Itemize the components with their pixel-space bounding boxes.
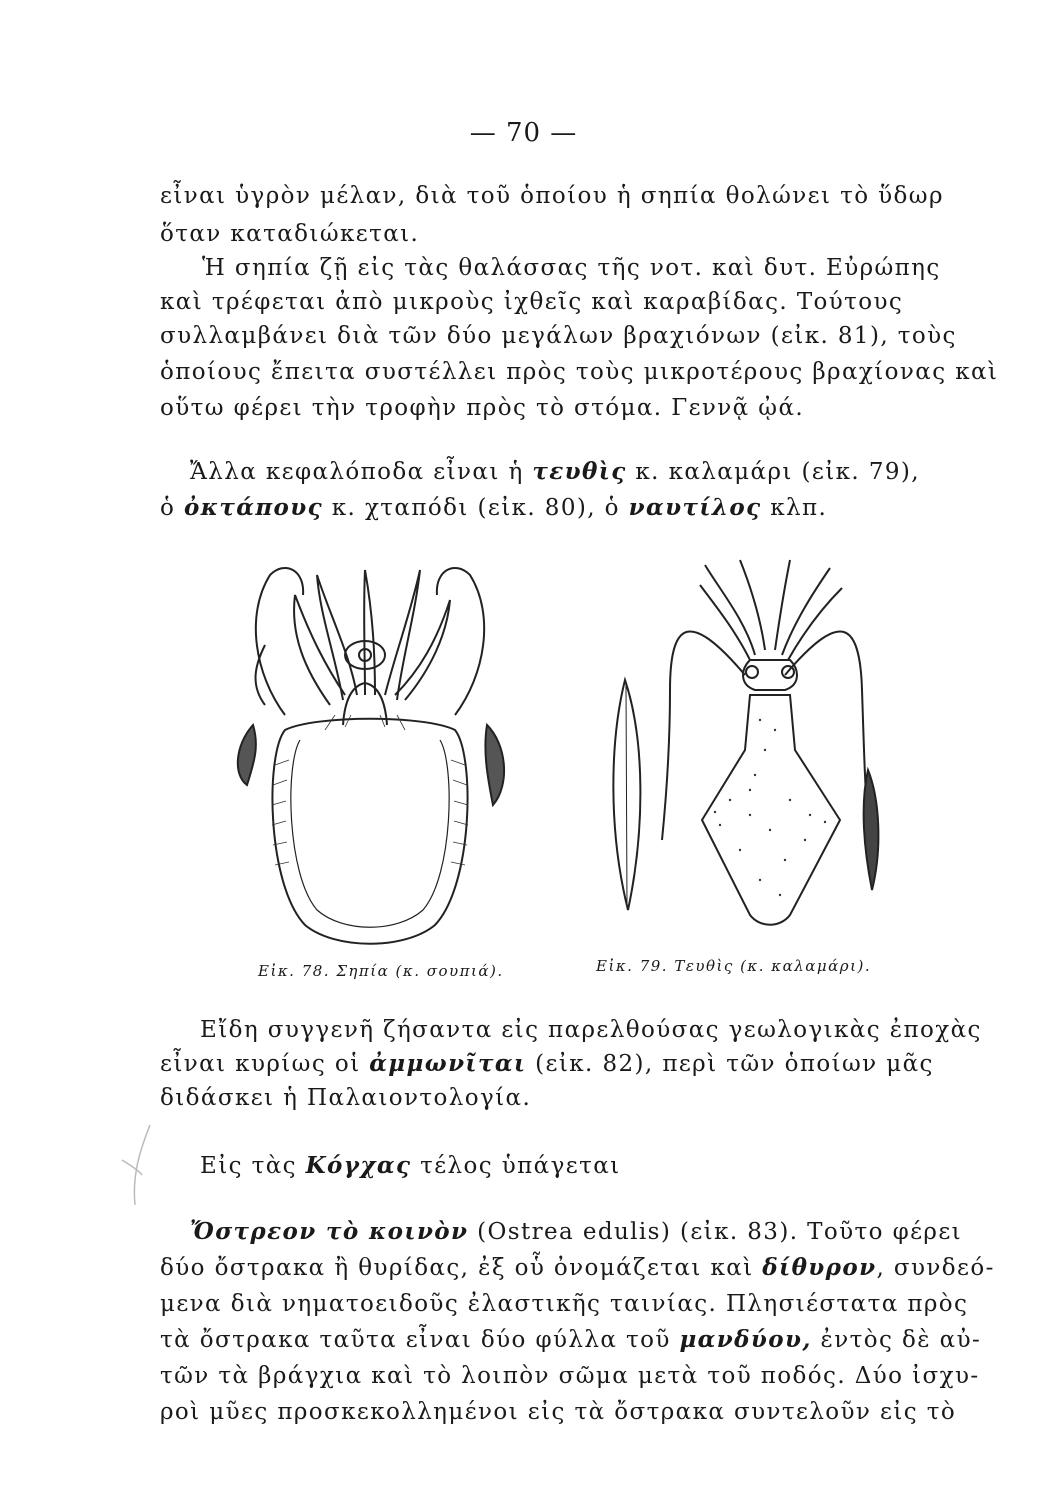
term-mandyou: μανδύου, xyxy=(679,1326,812,1353)
text-line xyxy=(190,456,1020,488)
text-line: διδάσκει ἡ Παλαιοντολογία. xyxy=(160,1085,532,1111)
text-run: Ἄλλα κεφαλόποδα εἶναι ἡ xyxy=(190,459,533,485)
text-line xyxy=(190,1216,1020,1248)
text-run: , συνδεό- xyxy=(876,1255,995,1281)
text-run: (Ostrea edulis) (εἰκ. 83). Τοῦτο φέρει xyxy=(468,1219,963,1245)
term-konchas: Κόγχας xyxy=(305,1152,412,1179)
figure-78-caption: Εἰκ. 78. Σηπία (κ. σουπιά). xyxy=(258,962,504,980)
text-run: δύο ὄστρακα ἢ θυρίδας, ἐξ οὗ ὀνομάζεται καὶ xyxy=(160,1255,763,1281)
text-line: οὕτω φέρει τὴν τροφὴν πρὸς τὸ στόμα. Γεννᾷ ᾠά. xyxy=(160,395,805,421)
text-line: καὶ τρέφεται ἀπὸ μικροὺς ἰχθεῖς καὶ καραβίδας. Τούτους xyxy=(160,289,904,315)
text-line xyxy=(160,492,990,524)
text-line: Εἴδη συγγενῆ ζήσαντα εἰς παρελθούσας γεωλογικὰς ἐποχὰς xyxy=(200,1017,982,1043)
text-line: τῶν τὰ βράγχια καὶ τὸ λοιπὸν σῶμα μετὰ τοῦ ποδός. Δύο ἰσχυ- xyxy=(160,1363,980,1389)
page-number: — 70 — xyxy=(469,118,578,148)
text-line: Ἡ σηπία ζῇ εἰς τὰς θαλάσσας τῆς νοτ. καὶ δυτ. Εὐρώπης xyxy=(202,255,941,281)
pencil-mark xyxy=(110,1120,170,1210)
term-oktapous: ὀκτάπους xyxy=(183,494,324,521)
squid-illustration xyxy=(590,550,900,950)
text-run: κλπ. xyxy=(761,495,828,521)
text-run: κ. χταπόδι (εἰκ. 80), ὁ xyxy=(323,495,629,521)
cuttlefish-illustration xyxy=(225,555,515,955)
text-run: κ. καλαμάρι (εἰκ. 79), xyxy=(626,459,920,485)
text-line: μενα διὰ νηματοειδοῦς ἐλαστικῆς ταινίας. Πλησιέστατα πρὸς xyxy=(160,1291,969,1317)
text-line: εἶναι ὑγρὸν μέλαν, διὰ τοῦ ὁποίου ἡ σηπία θολώνει τὸ ὕδωρ xyxy=(160,183,944,209)
text-line xyxy=(160,1324,990,1356)
text-run: Εἰς τὰς xyxy=(200,1153,306,1179)
text-run: εἶναι κυρίως οἱ xyxy=(160,1051,370,1077)
text-run: (εἰκ. 82), περὶ τῶν ὁποίων μᾶς xyxy=(526,1051,934,1077)
figure-79-caption: Εἰκ. 79. Τευθὶς (κ. καλαμάρι). xyxy=(596,957,872,975)
text-line xyxy=(160,1252,995,1284)
text-run: τὰ ὄστρακα ταῦτα εἶναι δύο φύλλα τοῦ xyxy=(160,1327,680,1353)
text-line: συλλαμβάνει διὰ τῶν δύο μεγάλων βραχιόνων (εἰκ. 81), τοὺς xyxy=(160,323,957,349)
text-line xyxy=(200,1150,1030,1182)
term-teuthis: τευθὶς xyxy=(532,458,627,485)
term-ammonites: ἀμμωνῖται xyxy=(369,1050,527,1077)
text-line: ὅταν καταδιώκεται. xyxy=(160,221,420,247)
term-nautilos: ναυτίλος xyxy=(628,494,762,521)
text-run: ἐντὸς δὲ αὐ- xyxy=(811,1327,982,1353)
text-line: ὁποίους ἔπειτα συστέλλει πρὸς τοὺς μικροτέρους βραχίονας καὶ xyxy=(160,359,999,385)
term-ostreon: Ὄστρεον τὸ κοινὸν xyxy=(190,1218,469,1245)
term-dithyron: δίθυρον xyxy=(762,1254,877,1281)
text-run: ὁ xyxy=(160,495,184,521)
text-run: τέλος ὑπάγεται xyxy=(411,1153,621,1179)
text-line: ροὶ μῦες προσκεκολλημένοι εἰς τὰ ὄστρακα συντελοῦν εἰς τὸ xyxy=(160,1399,957,1425)
text-line xyxy=(160,1048,990,1080)
